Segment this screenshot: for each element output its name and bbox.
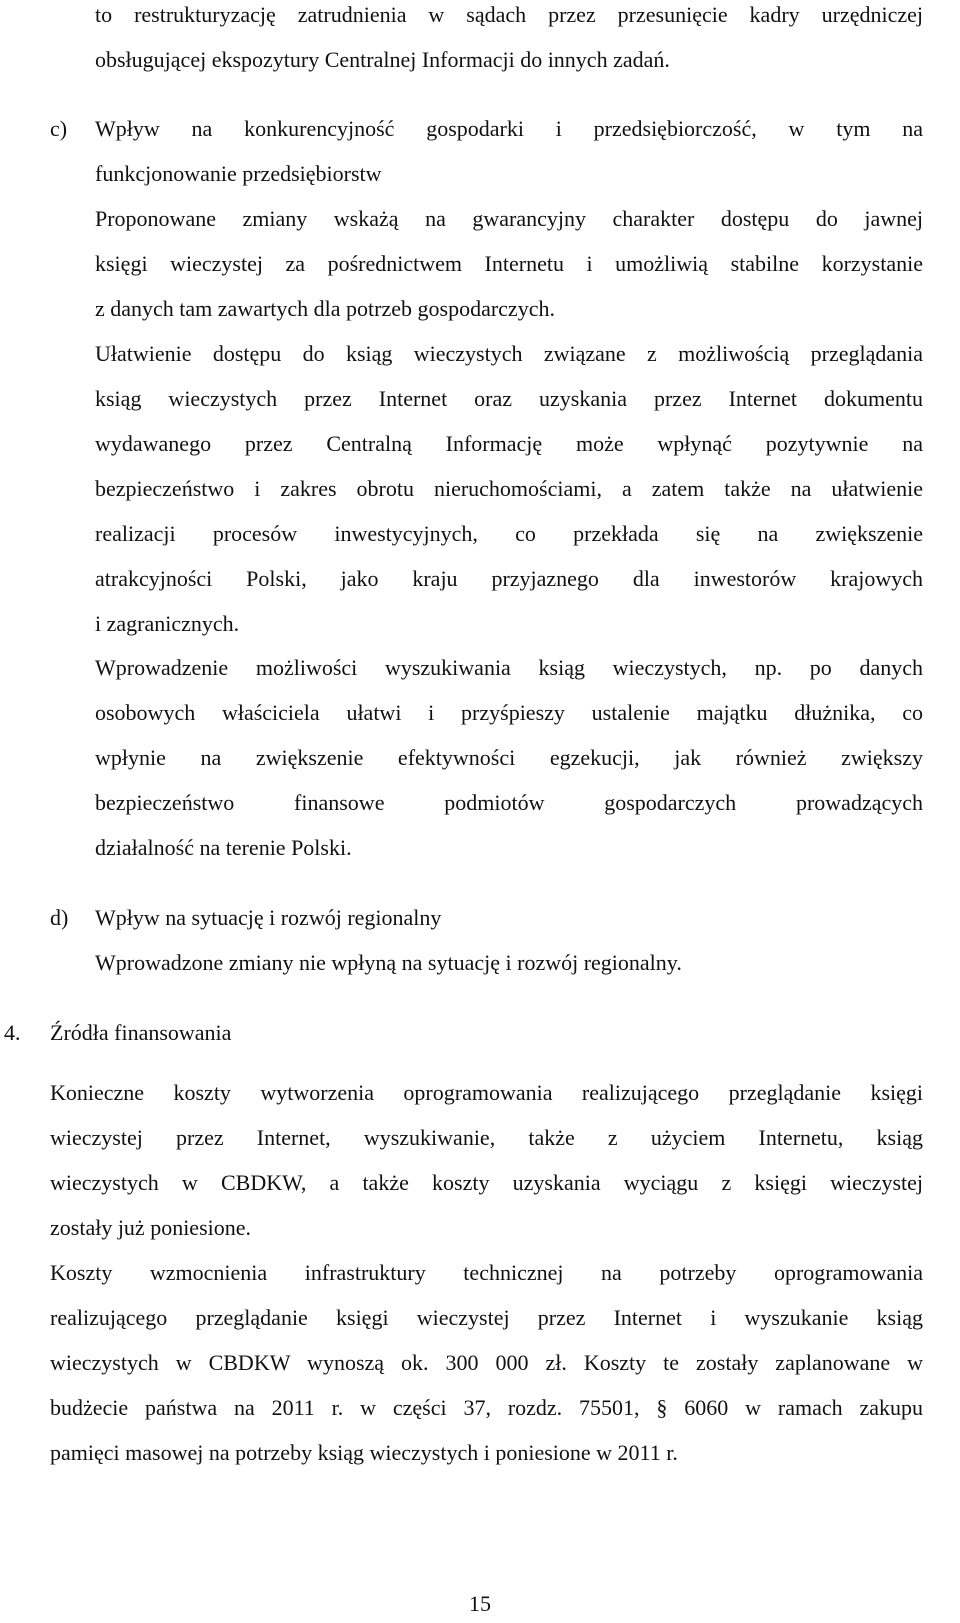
text-line: wpłynie na zwiększenie efektywności egzekucji, jak również zwiększy [95,745,923,770]
text-line: Proponowane zmiany wskażą na gwarancyjny charakter dostępu do jawnej [95,206,923,231]
text-line: realizującego przeglądanie księgi wieczystej przez Internet i wyszukanie ksiąg [50,1305,923,1330]
section-d-heading: Wpływ na sytuację i rozwój regionalny [95,905,442,930]
text-line: księgi wieczystej za pośrednictwem Internetu i umożliwią stabilne korzystanie [95,251,923,276]
section-4-marker: 4. [4,1020,21,1045]
text-line: Ułatwienie dostępu do ksiąg wieczystych związane z możliwością przeglądania [95,341,923,366]
section-4-paragraph-1 [50,1070,923,1250]
section-c-paragraph-3 [95,645,923,870]
text-line: wieczystych w CBDKW wynoszą ok. 300 000 zł. Koszty te zostały zaplanowane w [50,1350,923,1375]
section-c-paragraph-1 [95,196,923,331]
text-line: wieczystych w CBDKW, a także koszty uzyskania wyciągu z księgi wieczystej [50,1170,923,1195]
heading-line: Źródła finansowania [50,1020,232,1045]
text-line: i zagranicznych. [95,611,240,636]
text-line: osobowych właściciela ułatwi i przyśpieszy ustalenie majątku dłużnika, co [95,700,923,725]
text-line: obsługującej ekspozytury Centralnej Informacji do innych zadań. [95,47,670,72]
text-line: Konieczne koszty wytworzenia oprogramowania realizującego przeglądanie księgi [50,1080,923,1105]
text-line: działalność na terenie Polski. [95,835,352,860]
text-line: wieczystej przez Internet, wyszukiwanie, także z użyciem Internetu, ksiąg [50,1125,923,1150]
heading-line: Wpływ na konkurencyjność gospodarki i przedsiębiorczość, w tym na [95,116,923,141]
section-c-heading [95,106,923,196]
text-line: Wprowadzenie możliwości wyszukiwania ksiąg wieczystych, np. po danych [95,655,923,680]
text-line: budżecie państwa na 2011 r. w części 37, rozdz. 75501, § 6060 w ramach zakupu [50,1395,923,1420]
text-line: Koszty wzmocnienia infrastruktury technicznej na potrzeby oprogramowania [50,1260,923,1285]
text-line: realizacji procesów inwestycyjnych, co przekłada się na zwiększenie [95,521,923,546]
section-4-paragraph-2 [50,1250,923,1475]
text-line: z danych tam zawartych dla potrzeb gospodarczych. [95,296,555,321]
text-line: pamięci masowej na potrzeby ksiąg wieczystych i poniesione w 2011 r. [50,1440,678,1465]
text-line: bezpieczeństwo finansowe podmiotów gospodarczych prowadzących [95,790,923,815]
section-4-heading [50,1010,923,1055]
continuation-paragraph [95,0,923,82]
section-c-marker: c) [50,116,68,141]
section-d-marker: d) [50,905,69,930]
text-line: atrakcyjności Polski, jako kraju przyjaznego dla inwestorów krajowych [95,566,923,591]
text-line: wydawanego przez Centralną Informację może wpłynąć pozytywnie na [95,431,923,456]
text-line: to restrukturyzację zatrudnienia w sądach przez przesunięcie kadry urzędniczej [95,2,923,27]
section-d-block [95,895,923,985]
text-line: Wprowadzone zmiany nie wpłyną na sytuację i rozwój regionalny. [95,950,682,975]
page-number: 15 [469,1591,491,1616]
text-line: bezpieczeństwo i zakres obrotu nieruchomościami, a zatem także na ułatwienie [95,476,923,501]
text-line: ksiąg wieczystych przez Internet oraz uzyskania przez Internet dokumentu [95,386,923,411]
heading-line: funkcjonowanie przedsiębiorstw [95,161,382,186]
text-line: zostały już poniesione. [50,1215,252,1240]
section-c-paragraph-2 [95,331,923,646]
